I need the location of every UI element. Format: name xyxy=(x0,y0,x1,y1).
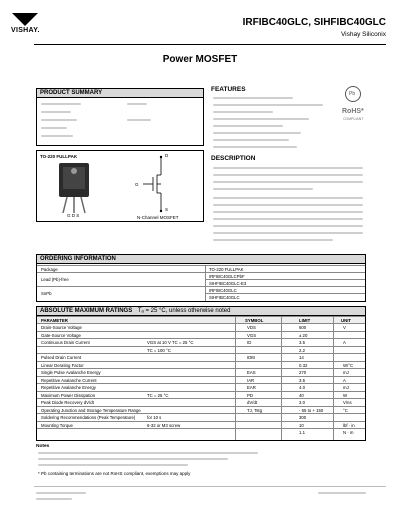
col-parameter: PARAMETER xyxy=(41,318,68,323)
notes-heading: Notes xyxy=(36,444,50,449)
rohs-badge: RoHS* xyxy=(342,108,364,115)
n-channel-mosfet-icon xyxy=(141,155,181,213)
unit-cell: lbf · in xyxy=(343,422,355,428)
unit-cell: A xyxy=(343,340,346,345)
description-line xyxy=(213,225,363,227)
limit-cell: 14 xyxy=(299,355,304,360)
feature-line xyxy=(213,118,309,120)
ordering-label: SnPb xyxy=(41,291,52,296)
ordering-heading: ORDERING INFORMATION xyxy=(37,255,365,264)
unit-cell: mJ xyxy=(343,385,349,390)
summary-line xyxy=(41,119,77,121)
limit-cell: - 55 to + 150 xyxy=(299,407,324,413)
pin-s-label: S xyxy=(165,207,169,212)
col-limit: LIMIT xyxy=(299,318,311,323)
symbol-cell: IDM xyxy=(247,355,255,360)
col-symbol: SYMBOL xyxy=(245,318,264,323)
ordering-row xyxy=(205,293,365,301)
unit-cell: °C xyxy=(343,407,348,413)
abs-max-heading: ABSOLUTE MAXIMUM RATINGS xyxy=(40,308,133,314)
param-cell: Linear Derating Factor xyxy=(41,362,84,368)
summary-line xyxy=(127,119,151,121)
unit-cell: V/ns xyxy=(343,400,352,405)
description-line xyxy=(213,232,363,234)
ordering-value: IRFIBC40GLC xyxy=(209,288,237,293)
param-cell: Maximum Power Dissipation xyxy=(41,392,96,398)
unit-cell: W/°C xyxy=(343,362,354,368)
ordering-value: TO-220 FULLPAK xyxy=(209,267,244,272)
param-cell: Soldering Recommendations (Peak Temperature) xyxy=(41,415,136,420)
limit-cell: 10 xyxy=(299,422,304,428)
description-line xyxy=(213,174,363,176)
rohs-footnote: * Pb containing terminations are not RoHS compliant, exemptions may apply xyxy=(38,471,191,476)
abs-max-heading-bar xyxy=(37,307,365,316)
pin-g-label: G xyxy=(135,182,139,187)
symbol-cell: VGS xyxy=(247,332,257,338)
symbol-cell: VDS xyxy=(247,325,256,330)
abs-max-table xyxy=(36,306,366,441)
unit-cell: V xyxy=(343,325,346,330)
summary-line xyxy=(41,135,73,137)
footer-line xyxy=(36,498,72,500)
feature-line xyxy=(213,97,293,99)
unit-cell: mJ xyxy=(343,370,349,375)
vendor-name: Vishay Siliconix xyxy=(340,31,386,38)
limit-cell: 40 xyxy=(299,392,304,398)
feature-line xyxy=(213,125,283,127)
ordering-label: Lead (Pb)-free xyxy=(41,277,69,282)
feature-line xyxy=(213,132,301,134)
rohs-sub: COMPLIANT xyxy=(343,117,364,121)
description-heading: DESCRIPTION xyxy=(211,155,256,162)
ordering-label: Package xyxy=(41,267,58,272)
package-label: TO-220 FULLPAK xyxy=(40,154,78,159)
limit-cell: 0.32 xyxy=(299,362,308,368)
pb-free-icon xyxy=(345,86,361,102)
product-summary-box xyxy=(36,88,204,146)
limit-cell: 2.2 xyxy=(299,347,305,353)
package-image xyxy=(45,161,105,219)
package-box xyxy=(36,150,204,222)
limit-cell: 3.0 xyxy=(299,400,305,405)
pb-label: Pb xyxy=(349,91,356,97)
condition-cell: VGS at 10 V TC = 25 °C xyxy=(147,340,194,345)
symbol-cell: EAR xyxy=(247,385,256,390)
footer-line xyxy=(318,492,366,494)
symbol-cell: TJ, Tstg xyxy=(247,407,262,413)
unit-cell: A xyxy=(343,377,346,383)
feature-line xyxy=(213,146,297,148)
mosfet-caption: N-Channel MOSFET xyxy=(137,215,179,220)
description-line xyxy=(213,167,363,169)
limit-cell: 270 xyxy=(299,370,307,375)
description-line xyxy=(213,188,313,190)
features-heading: FEATURES xyxy=(211,86,246,93)
unit-cell: W xyxy=(343,392,348,398)
param-cell: Single Pulse Avalanche Energy xyxy=(41,370,101,375)
symbol-cell: PD xyxy=(247,392,253,398)
param-cell: Pulsed Drain Current xyxy=(41,355,82,360)
feature-line xyxy=(213,111,273,113)
limit-cell: 4.0 xyxy=(299,385,305,390)
vishay-logo-text: VISHAY. xyxy=(11,27,40,34)
summary-line xyxy=(41,127,67,129)
limit-cell: 300 xyxy=(299,415,307,420)
symbol-cell: IAR xyxy=(247,377,255,383)
ordering-value: IRFIBC40GLCPbF xyxy=(209,274,245,279)
condition-cell: TC = 25 °C xyxy=(147,392,169,398)
ordering-table xyxy=(36,254,366,302)
footer-line xyxy=(36,492,86,494)
product-summary-heading: PRODUCT SUMMARY xyxy=(37,89,203,98)
description-line xyxy=(213,197,363,199)
limit-cell: 600 xyxy=(299,325,307,330)
description-line xyxy=(213,239,333,241)
part-number: IRFIBC40GLC, SIHFIBC40GLC xyxy=(242,17,386,28)
param-cell: Gate-Source Voltage xyxy=(41,332,81,338)
limit-cell: 3.5 xyxy=(299,340,305,345)
condition-cell: TC = 100 °C xyxy=(147,347,171,353)
param-cell: Repetitive Avalanche Energy xyxy=(41,385,96,390)
unit-cell: N · m xyxy=(343,430,354,435)
summary-line xyxy=(41,103,81,105)
param-cell: Mounting Torque xyxy=(41,422,73,428)
param-cell: Continuous Drain Current xyxy=(41,340,90,345)
symbol-cell: ID xyxy=(247,340,252,345)
symbol-cell: EAS xyxy=(247,370,256,375)
limit-cell: 3.5 xyxy=(299,377,305,383)
note-line xyxy=(38,458,228,460)
summary-line xyxy=(41,111,71,113)
param-cell: Drain-Source Voltage xyxy=(41,325,82,330)
description-line xyxy=(213,181,363,183)
condition-cell: for 10 s xyxy=(147,415,162,420)
summary-line xyxy=(127,103,147,105)
header-divider xyxy=(34,44,386,45)
footer-divider xyxy=(34,486,386,487)
param-cell: Repetitive Avalanche Current xyxy=(41,377,97,383)
col-unit: UNIT xyxy=(341,318,352,323)
pin-d-label: D xyxy=(165,153,169,158)
abs-max-row xyxy=(37,428,365,437)
limit-cell: 1.1 xyxy=(299,430,305,435)
vishay-logo-icon xyxy=(12,13,38,26)
ordering-value: SIHFIBC40GLC xyxy=(209,295,240,300)
description-line xyxy=(213,204,363,206)
feature-line xyxy=(213,139,289,141)
page-title: Power MOSFET xyxy=(162,54,238,65)
description-line xyxy=(213,211,363,213)
feature-line xyxy=(213,104,323,106)
note-line xyxy=(38,452,258,454)
note-line xyxy=(38,464,188,466)
abs-max-condition: Tₐ = 25 °C, unless otherwise noted xyxy=(137,308,231,314)
param-cell: Peak Diode Recovery dV/dt xyxy=(41,400,94,405)
symbol-cell: dV/dt xyxy=(247,400,258,405)
ordering-value: SIHFIBC40GLC-E3 xyxy=(209,281,247,286)
package-pins: G D S xyxy=(67,213,80,218)
description-line xyxy=(213,218,363,220)
limit-cell: ± 20 xyxy=(299,332,308,338)
param-cell: Operating Junction and Storage Temperature Range xyxy=(41,407,141,413)
condition-cell: 6-32 or M3 screw xyxy=(147,422,181,428)
